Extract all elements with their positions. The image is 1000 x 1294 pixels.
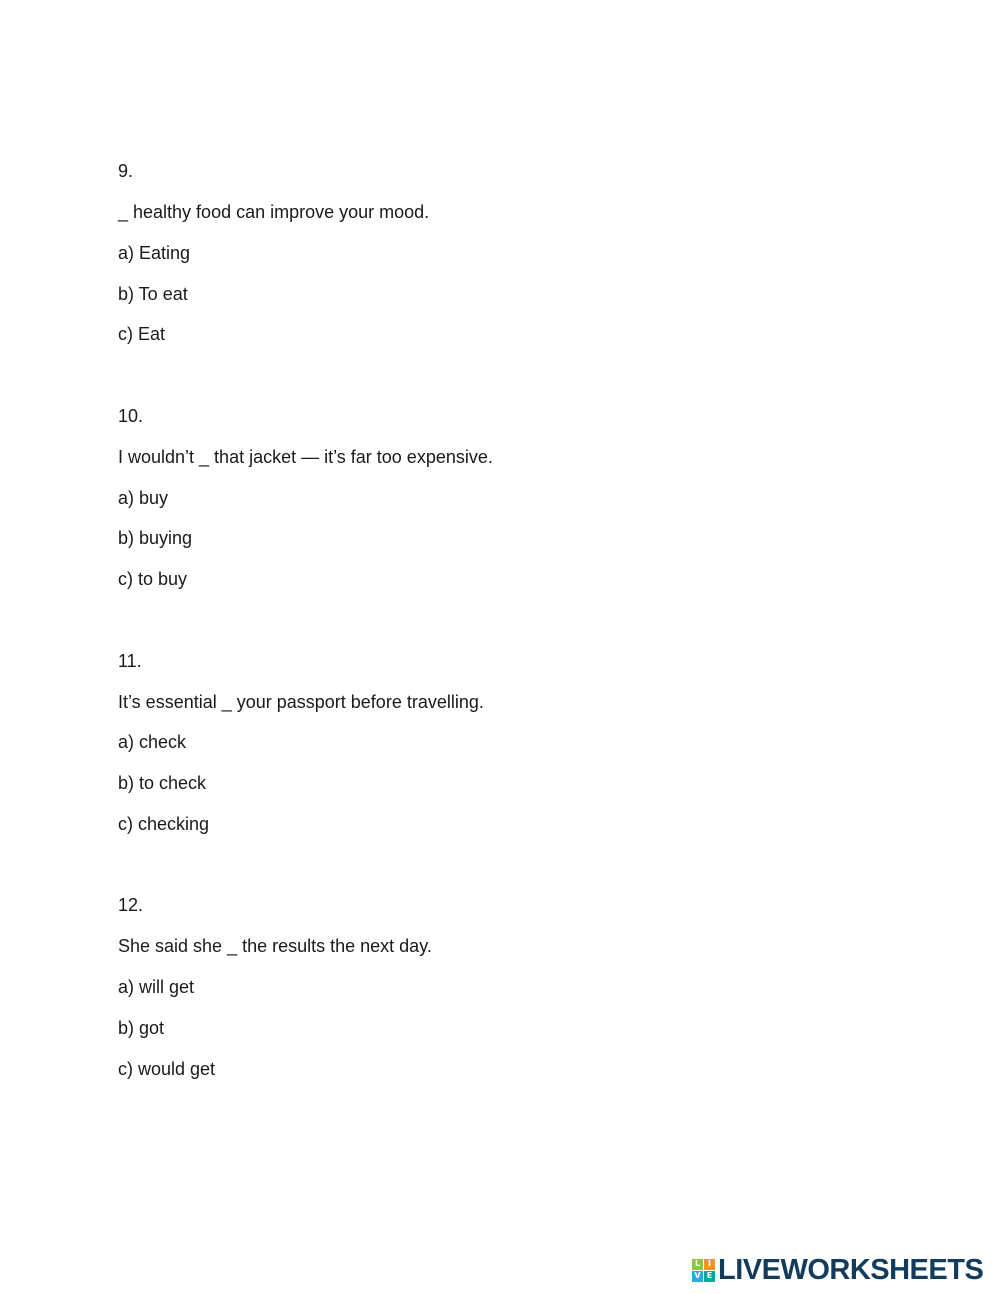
question-10-option-c: c) to buy	[118, 569, 188, 589]
liveworksheets-logo-icon	[692, 1259, 715, 1282]
question-11-option-c: c) checking	[118, 814, 210, 834]
question-10-number: 10.	[118, 406, 144, 426]
question-12-option-a: a) will get	[118, 977, 195, 997]
liveworksheets-logo-text: LIVEWORKSHEETS	[718, 1254, 984, 1286]
question-12-option-b: b) got	[118, 1018, 165, 1038]
question-9-number: 9.	[118, 161, 134, 181]
question-11-prompt: It’s essential _ your passport before travelling.	[118, 692, 484, 712]
question-9-option-c: c) Eat	[118, 324, 166, 344]
question-11-number: 11.	[118, 651, 142, 671]
question-10-option-a: a) buy	[118, 488, 169, 508]
question-11-option-b: b) to check	[118, 773, 207, 793]
liveworksheets-logo	[692, 1255, 983, 1285]
logo-tile-e: E	[704, 1271, 715, 1282]
question-12-prompt: She said she _ the results the next day.	[118, 936, 432, 956]
question-9-prompt: _ healthy food can improve your mood.	[118, 202, 430, 222]
question-9-option-a: a) Eating	[118, 243, 191, 263]
question-12-number: 12.	[118, 895, 144, 915]
question-12-option-c: c) would get	[118, 1059, 216, 1079]
logo-tile-l: L	[692, 1259, 703, 1270]
logo-tile-i: I	[704, 1259, 715, 1270]
question-9-option-b: b) To eat	[118, 284, 188, 304]
question-10-option-b: b) buying	[118, 528, 193, 548]
question-10-prompt: I wouldn’t _ that jacket — it’s far too expensive.	[118, 447, 493, 467]
question-11-option-a: a) check	[118, 732, 187, 752]
logo-tile-v: V	[692, 1271, 703, 1282]
